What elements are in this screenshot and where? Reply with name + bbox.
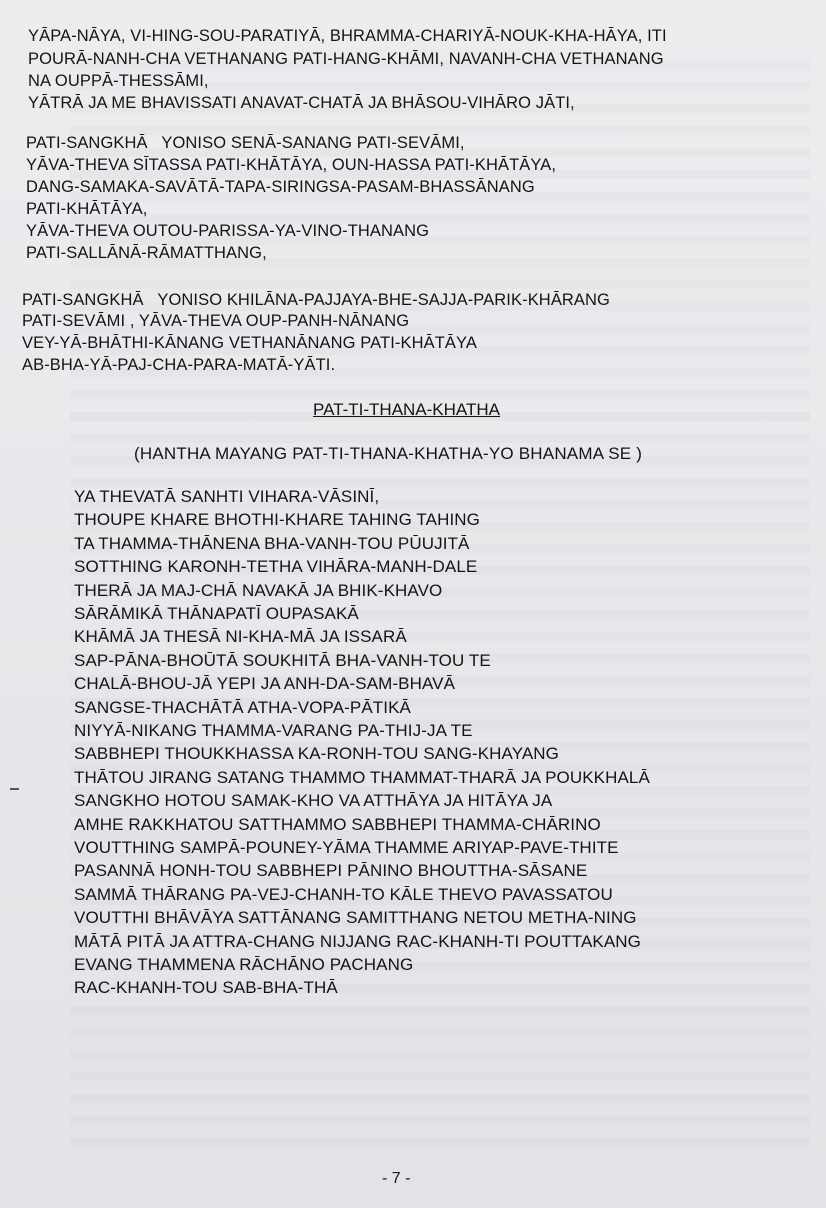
verse-line: AMHE RAKKHATOU SATTHAMMO SABBHEPI THAMMA-CHĀRINO (74, 814, 601, 834)
verse-line: EVANG THAMMENA RĀCHĀNO PACHANG (74, 955, 414, 974)
verse-line: SĀRĀMIKĀ THĀNAPATĪ OUPASAKĀ (74, 604, 359, 623)
verse-line: THĀTOU JIRANG SATANG THAMMO THAMMAT-THARĀ JA POUKKHALĀ (74, 767, 650, 787)
verse-line: SANGSE-THACHĀTĀ ATHA-VOPA-PĀTIKĀ (74, 697, 411, 717)
page-number: - 7 - (382, 1170, 411, 1187)
verse-line: SABBHEPI THOUKKHASSA KA-RONH-TOU SANG-KHAYANG (74, 744, 560, 764)
verse-line: CHALĀ-BHOU-JĀ YEPI JA ANH-DA-SAM-BHAVĀ (74, 674, 456, 694)
verse-line: VOUTTHI BHĀVĀYA SATTĀNANG SAMITTHANG NETOU METHA-NING (74, 908, 637, 928)
verse-line: SOTTHING KARONH-TETHA VIHĀRA-MANH-DALE (74, 557, 478, 577)
text-line: PATI-SANGKHĀ YONISO KHILĀNA-PAJJAYA-BHE-SAJJA-PARIK-KHĀRANG (22, 291, 610, 309)
text-line: YĀVA-THEVA OUTOU-PARISSA-YA-VINO-THANANG (26, 222, 430, 240)
verse-line: NIYYĀ-NIKANG THAMMA-VARANG PA-THIJ-JA TE (74, 721, 473, 740)
verse-line: MĀTĀ PITĀ JA ATTRA-CHANG NIJJANG RAC-KHANH-TI POUTTAKANG (74, 931, 641, 951)
text-line: PATI-SALLĀNĀ-RĀMATTHANG, (26, 244, 267, 262)
verse-line: PASANNĀ HONH-TOU SABBHEPI PĀNINO BHOUTTHA-SĀSANE (74, 861, 588, 881)
text-line: POURĀ-NANH-CHA VETHANANG PATI-HANG-KHĀMI, NAVANH-CHA VETHANANG (28, 50, 664, 68)
verse-line: SAP-PĀNA-BHOŪTĀ SOUKHITĀ BHA-VANH-TOU TE (74, 650, 491, 670)
text-line: YĀPA-NĀYA, VI-HING-SOU-PARATIYĀ, BHRAMMA-CHARIYĀ-NOUK-KHA-HĀYA, ITI (28, 27, 667, 45)
text-line: PATI-SEVĀMI , YĀVA-THEVA OUP-PANH-NĀNANG (22, 312, 410, 330)
text-line: YĀTRĀ JA ME BHAVISSATI ANAVAT-CHATĀ JA BHĀSOU-VIHĀRO JĀTI, (28, 94, 575, 112)
verse-line: THERĀ JA MAJ-CHĀ NAVAKĀ JA BHIK-KHAVO (74, 580, 443, 600)
section-title: PAT-TI-THANA-KHATHA (313, 400, 500, 419)
verse-line: TA THAMMA-THĀNENA BHA-VANH-TOU PŪUJITĀ (74, 533, 470, 553)
verse-line: SAMMĀ THĀRANG PA-VEJ-CHANH-TO KĀLE THEVO PAVASSATOU (74, 884, 613, 904)
text-line: AB-BHA-YĀ-PAJ-CHA-PARA-MATĀ-YĀTI. (22, 356, 336, 374)
text-line: VEY-YĀ-BHĀTHI-KĀNANG VETHANĀNANG PATI-KHĀTĀYA (22, 334, 477, 352)
verse-line: VOUTTHING SAMPĀ-POUNEY-YĀMA THAMME ARIYAP-PAVE-THITE (74, 838, 619, 857)
verse-line: THOUPE KHARE BHOTHI-KHARE TAHING TAHING (74, 510, 480, 530)
verse-line: SANGKHO HOTOU SAMAK-KHO VA ATTHĀYA JA HITĀYA JA (74, 791, 553, 811)
text-line: PATI-SANGKHĀ YONISO SENĀ-SANANG PATI-SEVĀMI, (26, 134, 465, 152)
verse-line: KHĀMĀ JA THESĀ NI-KHA-MĀ JA ISSARĀ (74, 627, 407, 647)
section-subtitle: (HANTHA MAYANG PAT-TI-THANA-KHATHA-YO BHANAMA SE ) (134, 444, 643, 463)
text-line: DANG-SAMAKA-SAVĀTĀ-TAPA-SIRINGSA-PASAM-BHASSĀNANG (26, 178, 535, 196)
verse-line: RAC-KHANH-TOU SAB-BHA-THĀ (74, 978, 338, 998)
text-line: NA OUPPĀ-THESSĀMI, (28, 72, 209, 90)
text-line: PATI-KHĀTĀYA, (26, 200, 148, 218)
margin-mark (10, 788, 19, 790)
text-line: YĀVA-THEVA SĪTASSA PATI-KHĀTĀYA, OUN-HASSA PATI-KHĀTĀYA, (26, 156, 557, 174)
verse-line: YA THEVATĀ SANHTI VIHARA-VĀSINĪ, (74, 487, 380, 506)
